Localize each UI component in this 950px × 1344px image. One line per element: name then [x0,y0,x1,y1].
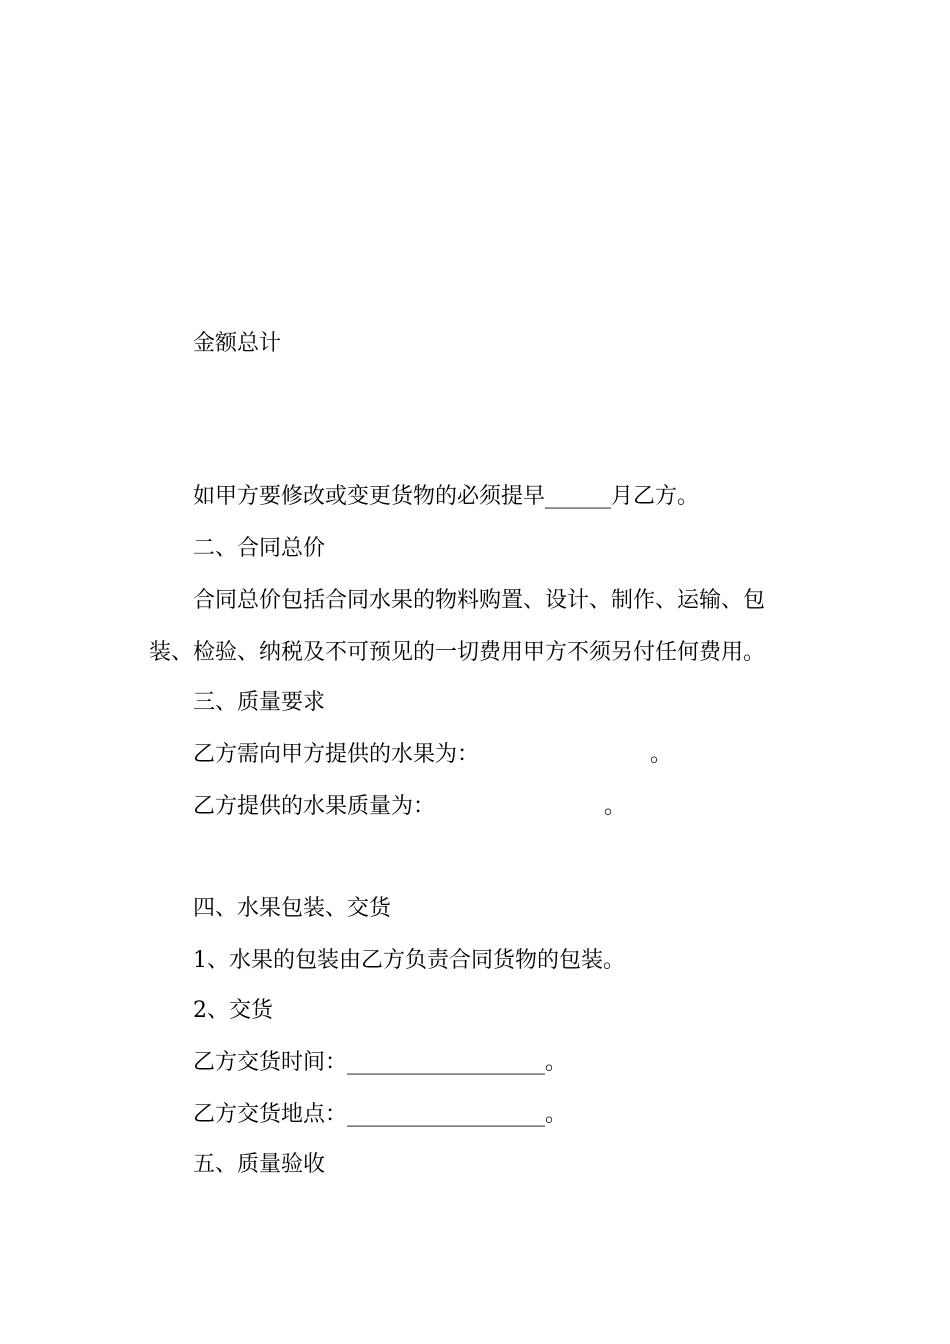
delivery-place: 乙方交货地点：__________________。 [193,1102,568,1127]
item-delivery: 2、交货 [193,998,273,1023]
contract-price-paragraph-line1: 合同总价包括合同水果的物料购置、设计、制作、运输、包 [193,588,766,613]
delivery-time: 乙方交货时间：__________________。 [193,1050,568,1075]
section-title-contract-price: 二、合同总价 [193,536,326,561]
fruit-quality-label: 乙方提供的水果质量为： [193,794,436,819]
fruit-quality-end-mark: 。 [604,794,627,819]
section-title-quality-requirements: 三、质量要求 [193,690,326,715]
section-title-packaging-delivery: 四、水果包装、交货 [193,896,392,921]
item-packaging: 1、水果的包装由乙方负责合同货物的包装。 [193,948,625,973]
total-amount-label: 金额总计 [193,331,282,356]
section-title-quality-acceptance: 五、质量验收 [193,1152,326,1177]
fruit-supply-end-mark: 。 [650,742,673,767]
fruit-supply-label: 乙方需向甲方提供的水果为： [193,742,480,767]
contract-price-paragraph-line2: 装、检验、纳税及不可预见的一切费用甲方不须另付任何费用。 [149,640,766,665]
modify-notice: 如甲方要修改或变更货物的必须提早______月乙方。 [193,484,700,509]
